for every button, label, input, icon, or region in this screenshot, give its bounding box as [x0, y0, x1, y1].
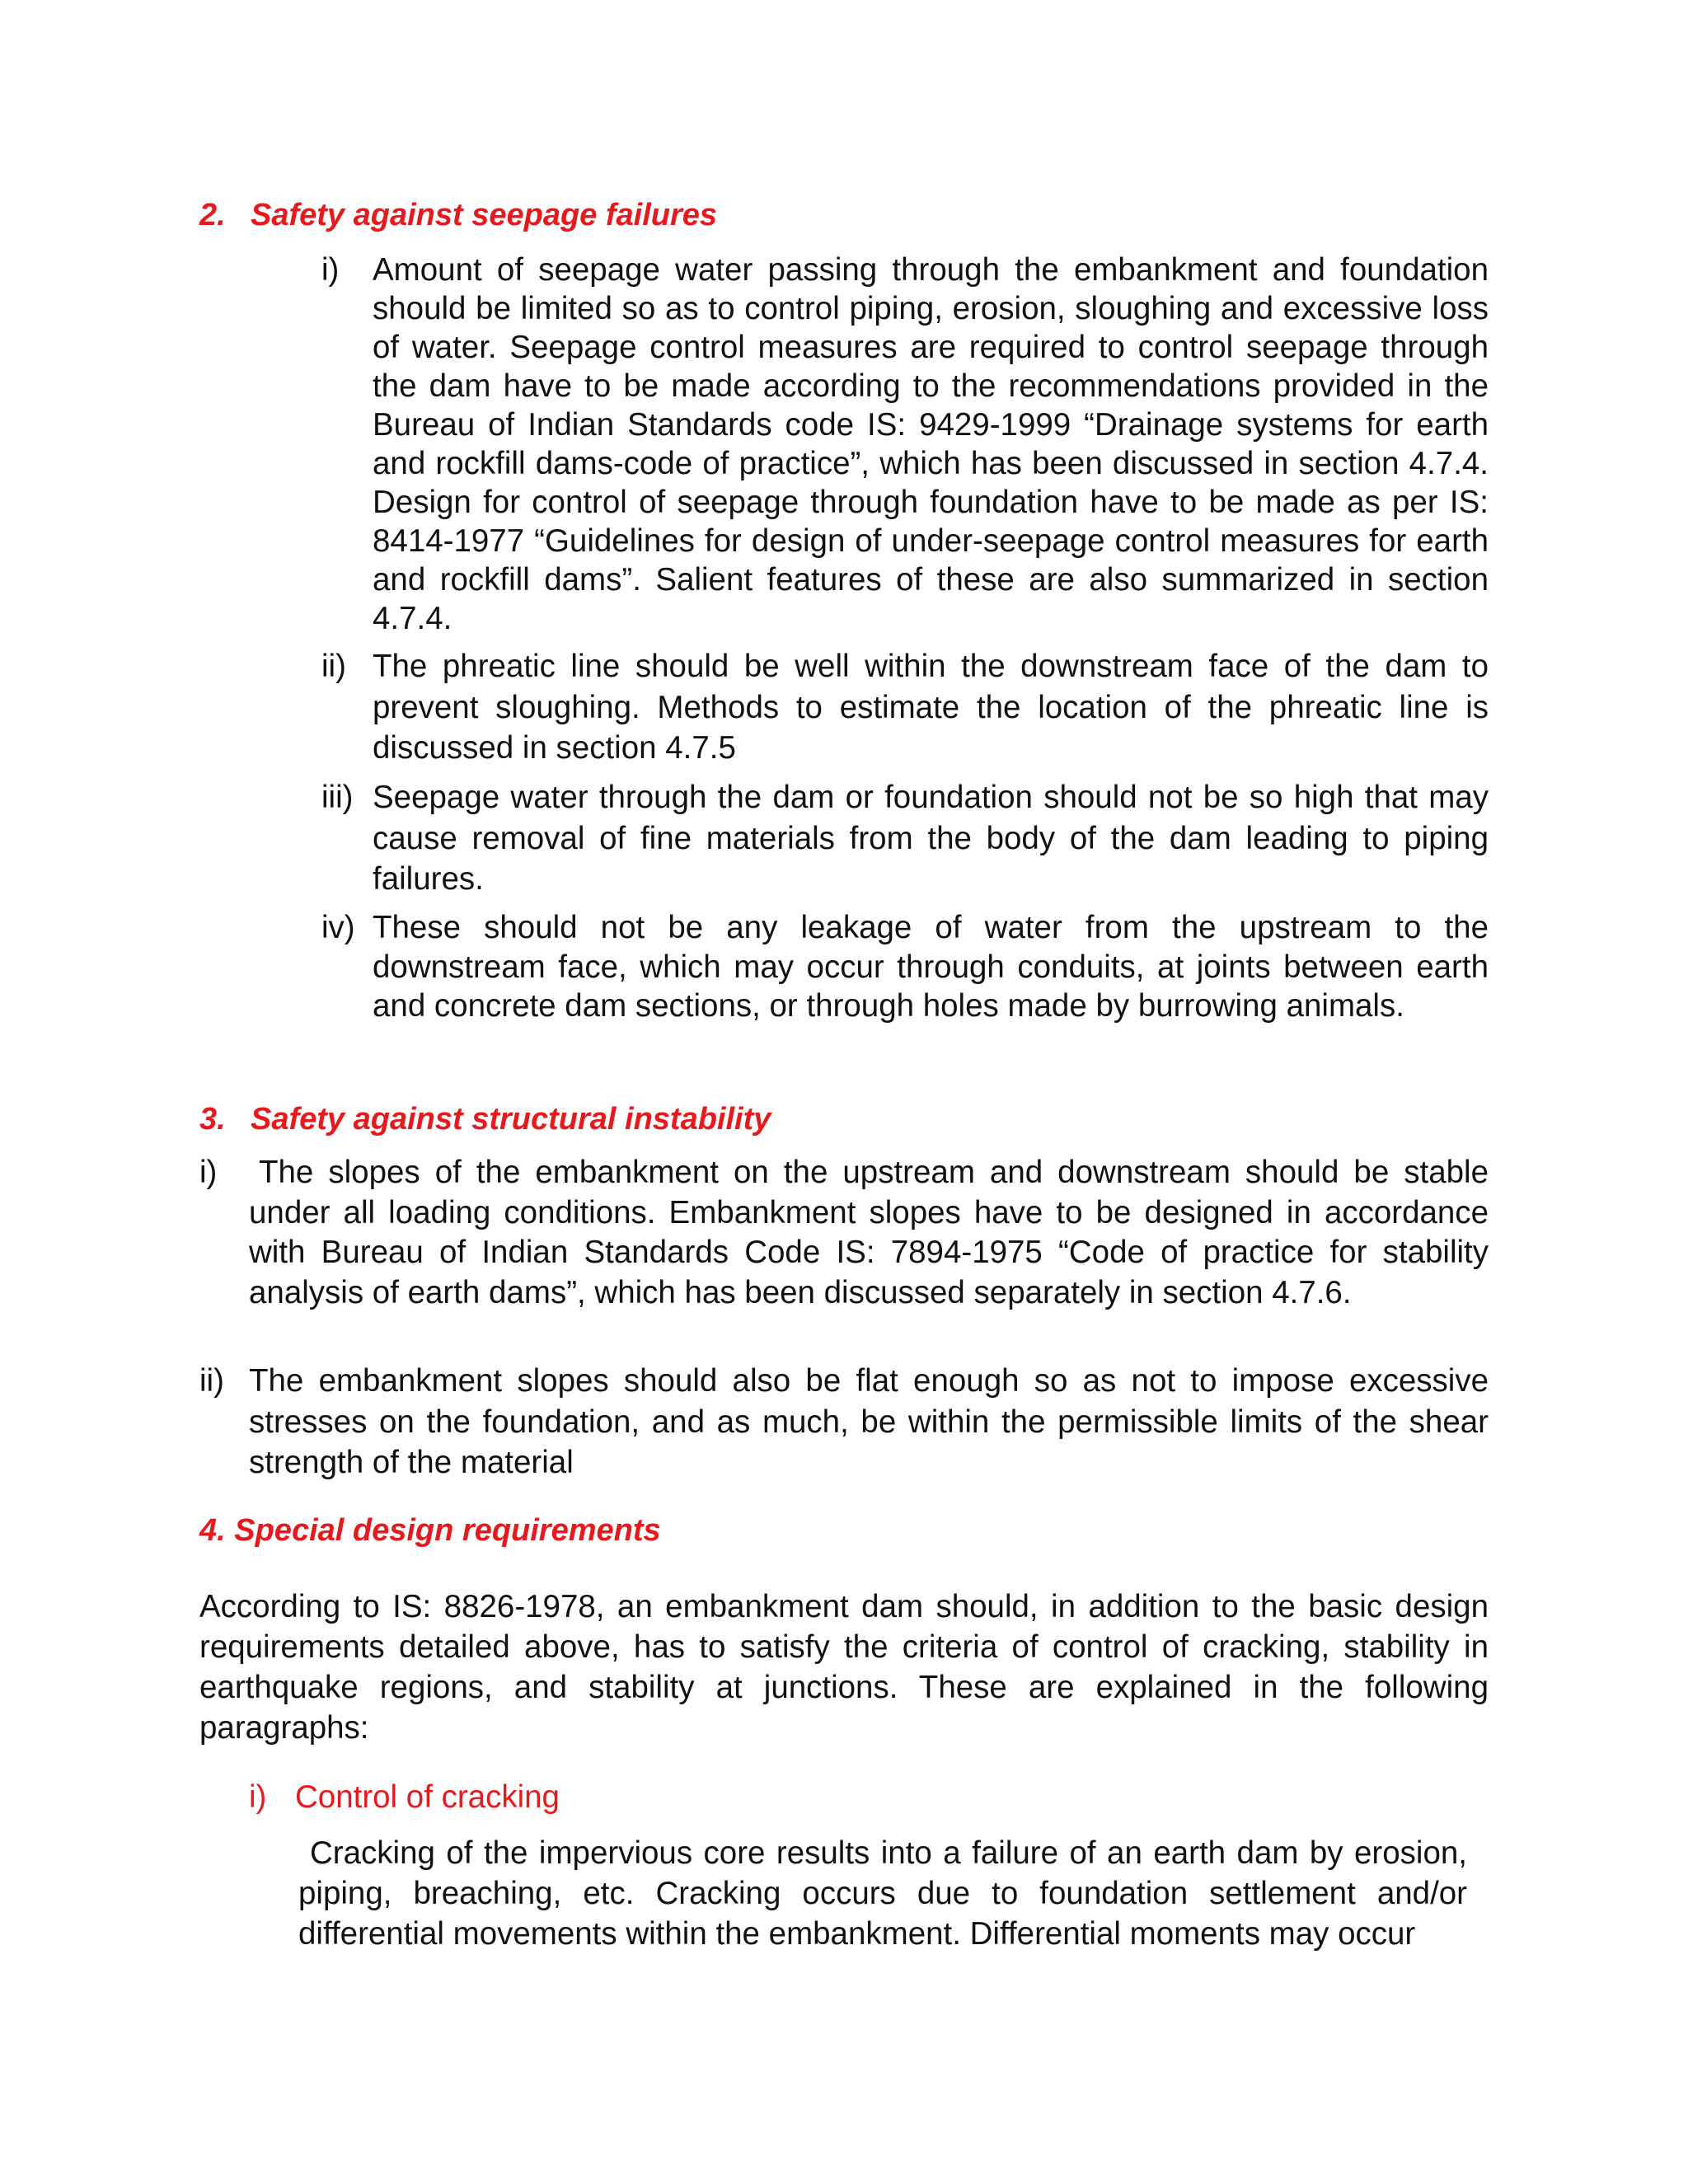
section-3-title: Safety against structural instability [251, 1102, 771, 1137]
section-3-number: 3. [199, 1102, 226, 1137]
item-marker: iv) [321, 910, 355, 945]
item-marker: ii) [321, 649, 346, 684]
section-4-intro: According to IS: 8826-1978, an embankment dam should, in addition to the basic design requirements detailed above, has to satisfy the criteria of control of cracking, stability in earthquake regions, and stability at junctions. These are explained in the following paragraphs: [199, 1589, 1489, 1746]
section-2-item-3 [321, 777, 1489, 900]
item-text: The slopes of the embankment on the upstream and downstream should be stable under all loading conditions. Embankment slopes have to be designed in accordance with Bureau of Indian Standards Code IS: 7894-1975 “Code of practice for stability analysis of earth dams”, which has been discussed separately in section 4.7.6. [249, 1155, 1489, 1310]
subsection-title: Control of cracking [295, 1779, 560, 1815]
section-2-number: 2. [199, 198, 226, 232]
section-2-title: Safety against seepage failures [251, 198, 718, 232]
control-of-cracking-heading [249, 1778, 560, 1817]
item-marker: ii) [199, 1363, 224, 1399]
control-of-cracking-text: Cracking of the impervious core results into a failure of an earth dam by erosion, piping, breaching, etc. Cracking occurs due to foundation settlement and/or differential movements within the embankment. Differential moments may occur [298, 1835, 1467, 1952]
item-text: These should not be any leakage of water from the upstream to the downstream face, which may occur through conduits, at joints between earth and concrete dam sections, or through holes made by burrowing animals. [373, 910, 1489, 1024]
subsection-marker: i) [249, 1779, 267, 1815]
item-text: The embankment slopes should also be flat enough so as not to impose excessive stresses on the foundation, and as much, be within the permissible limits of the shear strength of the material [249, 1363, 1489, 1480]
section-2-heading [199, 195, 717, 235]
item-marker: iii) [321, 780, 354, 815]
item-text: The phreatic line should be well within the downstream face of the dam to prevent sloughing. Methods to estimate the location of the phreatic line is discussed in section 4.7.5 [373, 649, 1489, 766]
section-2-item-4 [321, 908, 1489, 1026]
section-3-item-2 [199, 1361, 1489, 1483]
section-3-heading [199, 1099, 771, 1139]
section-4-heading: 4. Special design requirements [199, 1513, 661, 1548]
item-text: Amount of seepage water passing through the embankment and foundation should be limited so as to control piping, erosion, sloughing and excessive loss of water. Seepage control measures are required to control seepage through the dam have to be made according to the recommendations provided in the Bureau of Indian Standards code IS: 9429-1999 “Drainage systems for earth and rockfill dams-code of practice”, which has been discussed in section 4.7.4. Design for control of seepage through foundation have to be made as per IS: 8414-1977 “Guidelines for design of under-seepage control measures for earth and rockfill dams”. Salient features of these are also summarized in section 4.7.4. [373, 252, 1489, 636]
section-3-item-1 [199, 1153, 1489, 1313]
section-2-item-2 [321, 646, 1489, 769]
item-marker: i) [321, 252, 340, 288]
item-marker: i) [199, 1155, 218, 1190]
section-2-item-1 [321, 251, 1489, 638]
item-text: Seepage water through the dam or foundation should not be so high that may cause removal of fine materials from the body of the dam leading to piping failures. [373, 780, 1489, 897]
